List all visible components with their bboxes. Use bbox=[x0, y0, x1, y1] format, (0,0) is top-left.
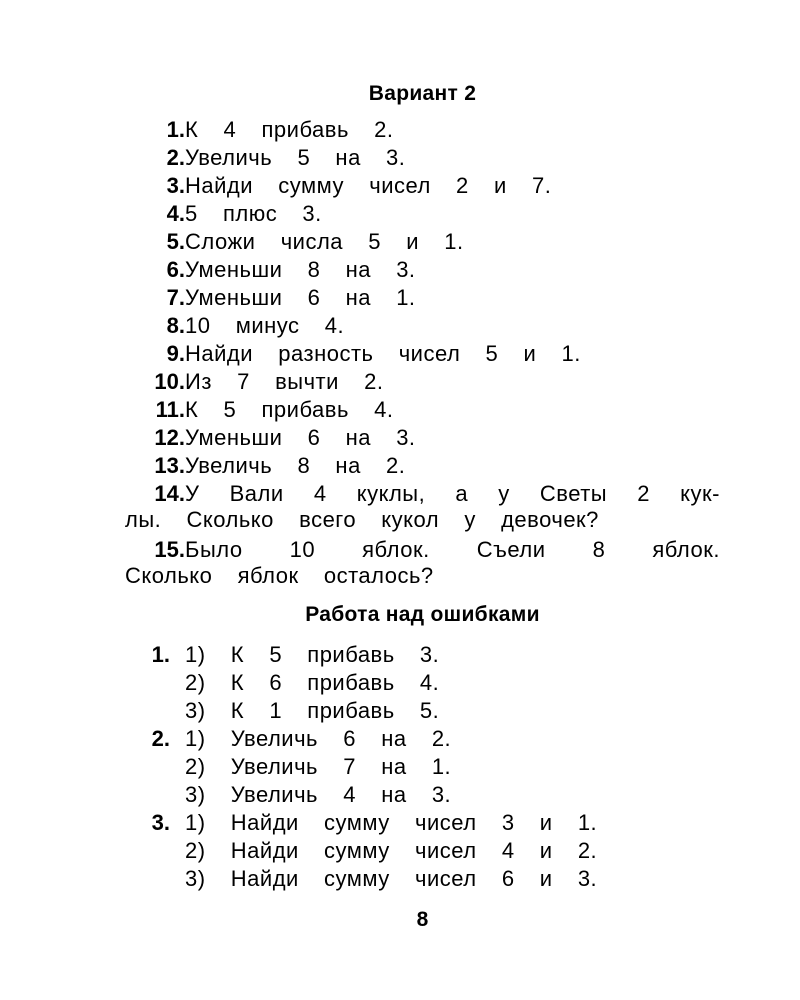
page-number: 8 bbox=[416, 908, 429, 931]
task-text: Сложи числа 5 и 1. bbox=[185, 229, 464, 254]
task-text: Увеличь 8 на 2. bbox=[185, 453, 406, 478]
task-number: 7. bbox=[166, 285, 185, 310]
word: кук- bbox=[680, 481, 720, 506]
word: Вали bbox=[229, 481, 284, 506]
task-number: 11. bbox=[155, 397, 185, 422]
error-subtask: 3) К 1 прибавь 5. bbox=[185, 698, 440, 723]
task-text: К 5 прибавь 4. bbox=[185, 397, 394, 422]
word: куклы, bbox=[356, 481, 426, 506]
word: яблок. bbox=[362, 537, 430, 562]
errors-section-title: Работа над ошибками bbox=[305, 603, 540, 626]
word: 4 bbox=[313, 481, 327, 506]
error-subtask: 1) Найди сумму чисел 3 и 1. bbox=[185, 810, 598, 835]
task-text: Уменьши 8 на 3. bbox=[185, 257, 416, 282]
word: У bbox=[185, 481, 200, 506]
task-number: 15. bbox=[154, 537, 185, 562]
error-group-number: 1. bbox=[151, 642, 170, 667]
task-number: 6. bbox=[166, 257, 185, 282]
word: 8 bbox=[592, 537, 606, 562]
task-text: Уменьши 6 на 3. bbox=[185, 425, 416, 450]
task-number: 8. bbox=[166, 313, 185, 338]
word: Светы bbox=[539, 481, 608, 506]
task-number: 12. bbox=[154, 425, 185, 450]
task-text: Найди разность чисел 5 и 1. bbox=[185, 341, 581, 366]
task-text: Увеличь 5 на 3. bbox=[185, 145, 406, 170]
task-number: 1. bbox=[166, 117, 185, 142]
word: 2 bbox=[637, 481, 651, 506]
task-text-continuation: Сколько яблок осталось? bbox=[125, 563, 434, 588]
word: Было bbox=[185, 537, 243, 562]
error-group-number: 3. bbox=[151, 810, 170, 835]
error-subtask: 1) К 5 прибавь 3. bbox=[185, 642, 440, 667]
task-text bbox=[185, 480, 720, 508]
error-subtask: 2) К 6 прибавь 4. bbox=[185, 670, 440, 695]
task-text: 10 минус 4. bbox=[185, 313, 345, 338]
task-number: 5. bbox=[166, 229, 185, 254]
task-text: Из 7 вычти 2. bbox=[185, 369, 384, 394]
error-subtask: 3) Увеличь 4 на 3. bbox=[185, 782, 452, 807]
error-subtask: 3) Найди сумму чисел 6 и 3. bbox=[185, 866, 598, 891]
task-number: 4. bbox=[166, 201, 185, 226]
word: Съели bbox=[476, 537, 546, 562]
error-subtask: 1) Увеличь 6 на 2. bbox=[185, 726, 452, 751]
task-number: 10. bbox=[154, 369, 185, 394]
task-number: 3. bbox=[166, 173, 185, 198]
task-text: Найди сумму чисел 2 и 7. bbox=[185, 173, 552, 198]
error-subtask: 2) Найди сумму чисел 4 и 2. bbox=[185, 838, 598, 863]
word: 10 bbox=[289, 537, 316, 562]
task-text: К 4 прибавь 2. bbox=[185, 117, 394, 142]
error-group-number: 2. bbox=[151, 726, 170, 751]
task-number: 13. bbox=[154, 453, 185, 478]
variant-title: Вариант 2 bbox=[368, 82, 477, 105]
word: а bbox=[455, 481, 469, 506]
word: яблок. bbox=[652, 537, 720, 562]
task-text: 5 плюс 3. bbox=[185, 201, 322, 226]
task-text bbox=[185, 536, 720, 564]
task-text-continuation: лы. Сколько всего кукол у девочек? bbox=[125, 507, 599, 532]
task-number: 14. bbox=[154, 481, 185, 506]
error-subtask: 2) Увеличь 7 на 1. bbox=[185, 754, 452, 779]
task-text: Уменьши 6 на 1. bbox=[185, 285, 416, 310]
word: у bbox=[498, 481, 510, 506]
task-number: 2. bbox=[166, 145, 185, 170]
task-number: 9. bbox=[166, 341, 185, 366]
